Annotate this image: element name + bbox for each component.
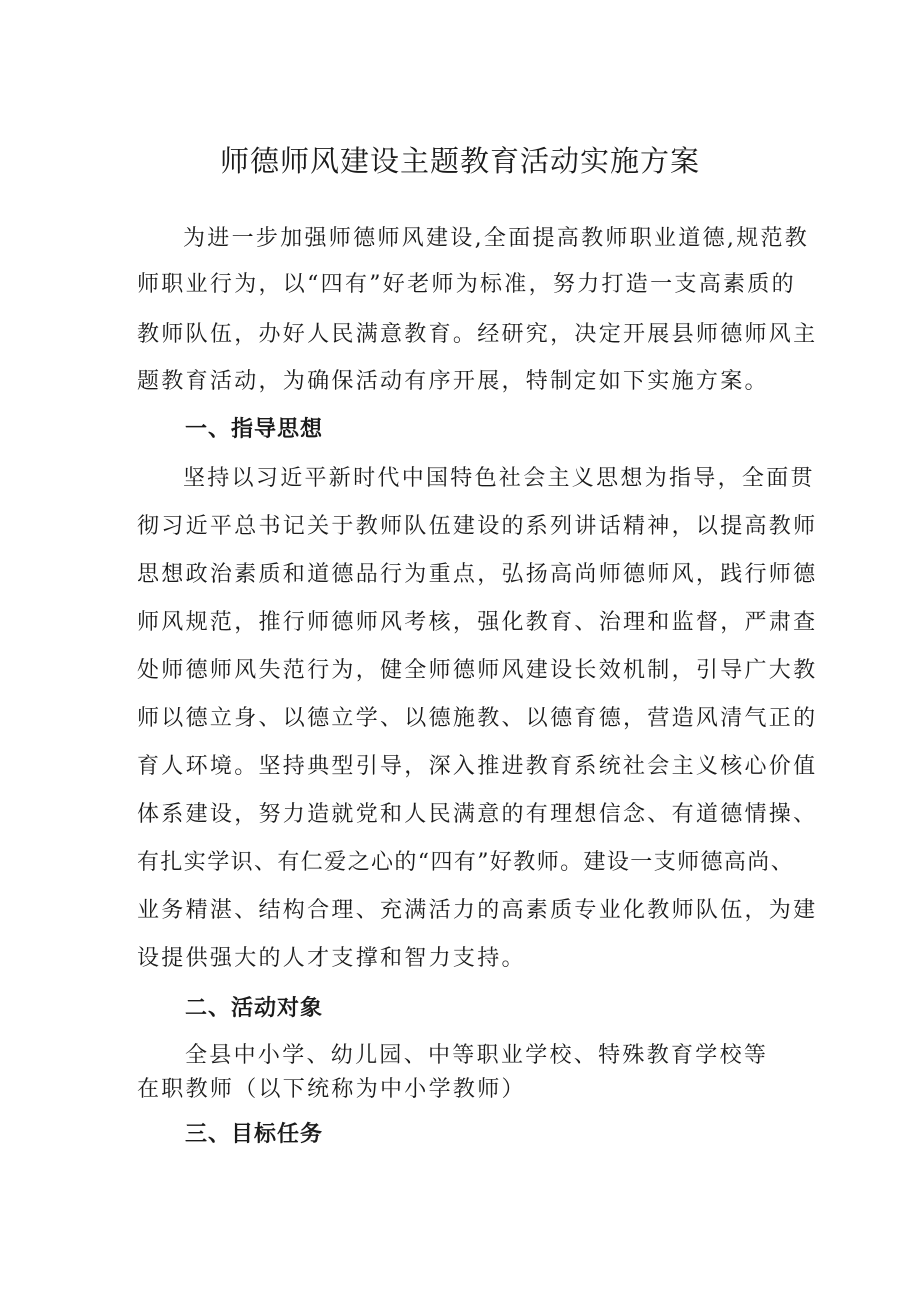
paragraph-line: 彻习近平总书记关于教师队伍建设的系列讲话精神，以提高教师 xyxy=(137,514,818,539)
paragraph-line: 处师德师风失范行为，健全师德师风建设长效机制，引导广大教 xyxy=(137,658,818,683)
section-heading-activity-target: 二、活动对象 xyxy=(185,996,324,1021)
document-title: 师德师风建设主题教育活动实施方案 xyxy=(219,144,700,178)
paragraph-line: 思想政治素质和道德品行为重点，弘扬高尚师德师风，践行师德 xyxy=(137,562,818,587)
paragraph-line: 坚持以习近平新时代中国特色社会主义思想为指导，全面贯 xyxy=(183,466,815,491)
paragraph-line: 体系建设，努力造就党和人民满意的有理想信念、有道德情操、 xyxy=(137,802,818,827)
intro-line: 为进一步加强师德师风建设,全面提高教师职业道德,规范教 xyxy=(183,226,810,251)
paragraph-line: 有扎实学识、有仁爱之心的“四有”好教师。建设一支师德高尚、 xyxy=(137,850,795,875)
paragraph-line: 师以德立身、以德立学、以德施教、以德育德，营造风清气正的 xyxy=(137,706,818,731)
paragraph-line: 育人环境。坚持典型引导，深入推进教育系统社会主义核心价值 xyxy=(137,754,818,779)
intro-line: 教师队伍，办好人民满意教育。经研究，决定开展县师德师风主 xyxy=(137,322,818,347)
paragraph-line: 设提供强大的人才支撑和智力支持。 xyxy=(137,946,526,971)
intro-line: 师职业行为，以“四有”好老师为标准，努力打造一支高素质的 xyxy=(137,272,796,297)
paragraph-line: 师风规范，推行师德师风考核，强化教育、治理和监督，严肃查 xyxy=(137,610,818,635)
paragraph-line: 全县中小学、幼儿园、中等职业学校、特殊教育学校等 xyxy=(185,1043,769,1068)
section-heading-goals-tasks: 三、目标任务 xyxy=(185,1122,324,1147)
section-heading-guiding-ideology: 一、指导思想 xyxy=(185,417,324,442)
paragraph-line: 在职教师（以下统称为中小学教师） xyxy=(137,1077,526,1102)
intro-line: 题教育活动，为确保活动有序开展，特制定如下实施方案。 xyxy=(137,369,769,394)
paragraph-line: 业务精湛、结构合理、充满活力的高素质专业化教师队伍，为建 xyxy=(137,898,818,923)
